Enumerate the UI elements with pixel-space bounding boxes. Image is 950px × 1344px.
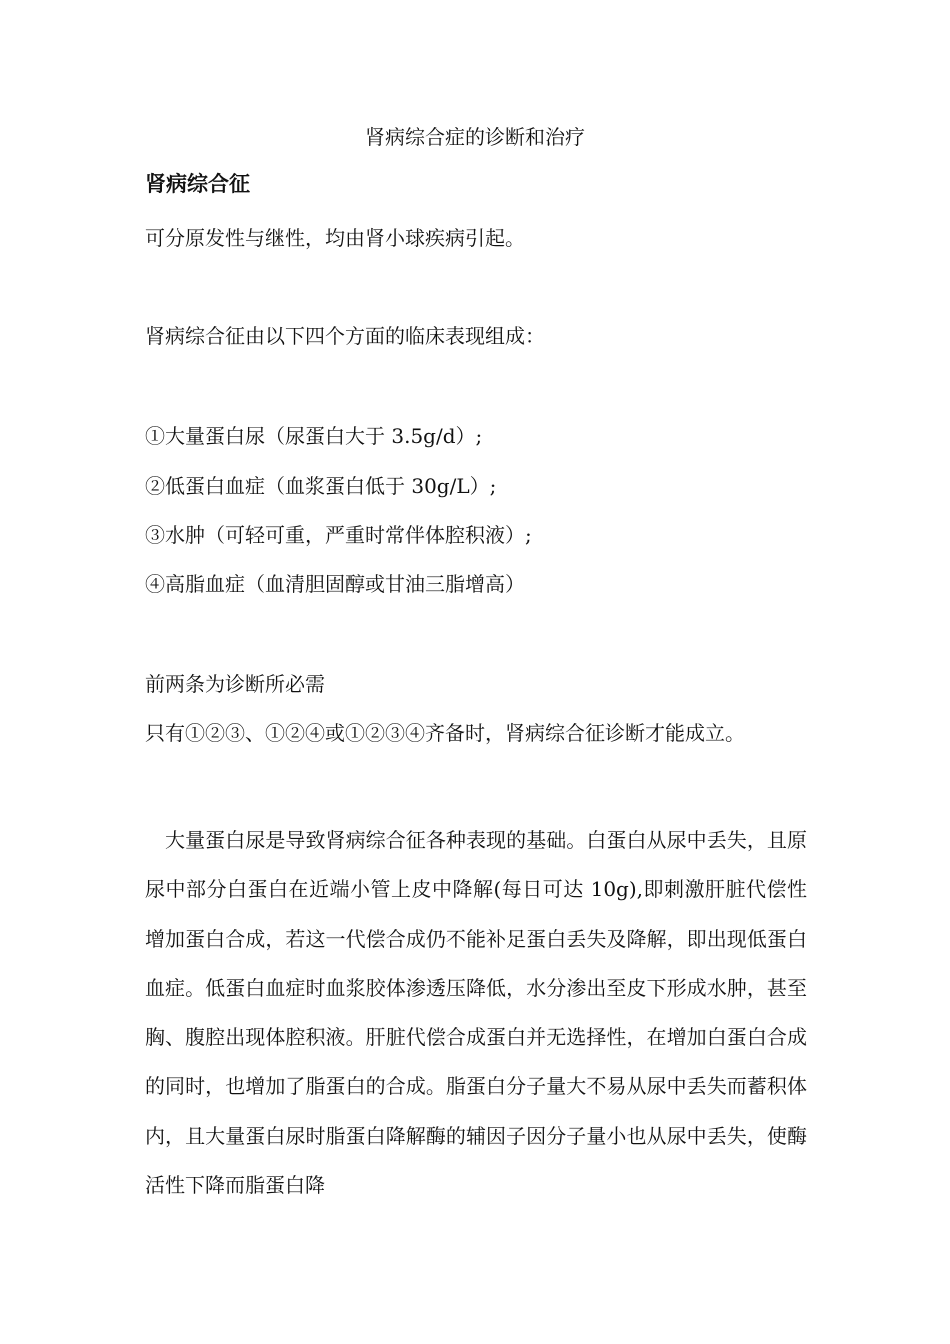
intro-text: 可分原发性与继性，均由肾小球疾病引起。: [145, 226, 525, 250]
diagnosis-note-2: 只有①②③、①②④或①②③④齐备时，肾病综合征诊断才能成立。: [145, 721, 745, 745]
document-title: 肾病综合症的诊断和治疗: [365, 125, 585, 149]
criterion-1: ①大量蛋白尿（尿蛋白大于 3.5g/d）;: [145, 424, 483, 448]
mechanism-paragraph: 大量蛋白尿是导致肾病综合征各种表现的基础。白蛋白从尿中丢失，且原尿中部分白蛋白在近端小管上皮中降解(每日可达 10g),即刺激肝脏代偿性增加蛋白合成，若这一代偿合成仍不能补足蛋白丢失及降解，即出现低蛋白血症。低蛋白血症时血浆胶体渗透压降低，水分渗出至皮下形成水肿，甚至胸、腹腔出现体腔积液。肝脏代偿合成蛋白并无选择性，在增加白蛋白合成的同时，也增加了脂蛋白的合成。脂蛋白分子量大不易从尿中丢失而蓄积体内，且大量蛋白尿时脂蛋白降解酶的辅因子因分子量小也从尿中丢失，使酶活性下降而脂蛋白降: [145, 828, 807, 1198]
diagnosis-note-1: 前两条为诊断所必需: [145, 672, 325, 696]
criterion-2: ②低蛋白血症（血浆蛋白低于 30g/L）;: [145, 474, 497, 498]
criterion-4: ④高脂血症（血清胆固醇或甘油三脂增高）: [145, 572, 525, 596]
components-intro: 肾病综合征由以下四个方面的临床表现组成：: [145, 324, 545, 348]
section-heading: 肾病综合征: [145, 172, 250, 196]
criterion-3: ③水肿（可轻可重，严重时常伴体腔积液）;: [145, 523, 532, 547]
